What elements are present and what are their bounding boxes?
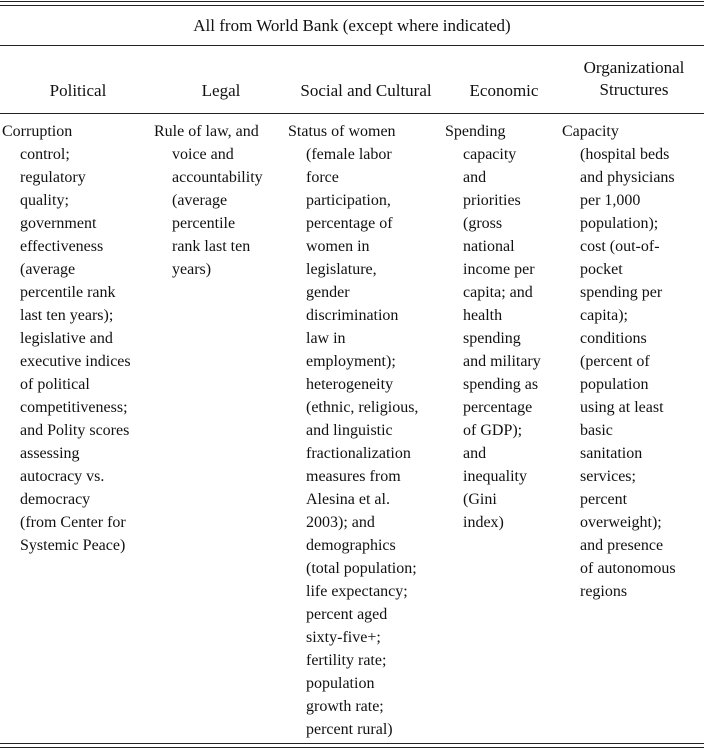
column-header-line: Organizational bbox=[583, 58, 685, 77]
cell-line: percent aged bbox=[306, 606, 388, 623]
cell-line: Status of women bbox=[288, 123, 396, 140]
cell-line: using at least bbox=[580, 399, 664, 416]
cell-line: women in bbox=[306, 238, 370, 255]
top-rule-outer bbox=[0, 1, 704, 2]
cell-line: and bbox=[463, 445, 487, 462]
cell-line: executive indices bbox=[20, 353, 131, 370]
cell-line: national bbox=[463, 238, 515, 255]
cell-line: (gross bbox=[463, 215, 503, 232]
cell-legal bbox=[154, 120, 263, 281]
cell-line: law in bbox=[306, 330, 346, 347]
cell-line: (ethnic, religious, bbox=[306, 399, 419, 416]
column-header-line: Political bbox=[49, 81, 107, 100]
cell-line: spending per bbox=[580, 284, 663, 301]
cell-line: gender bbox=[306, 284, 350, 301]
cell-line: (average bbox=[20, 261, 76, 278]
cell-line: life expectancy; bbox=[306, 583, 408, 600]
cell-line: and Polity scores bbox=[20, 422, 130, 439]
cell-line: health bbox=[463, 307, 503, 324]
cell-line: capacity bbox=[463, 146, 517, 163]
cell-line: and military bbox=[463, 353, 541, 370]
cell-line: quality; bbox=[20, 192, 69, 209]
cell-social-cultural bbox=[288, 120, 418, 741]
column-header-line: Legal bbox=[201, 81, 241, 100]
cell-line: fertility rate; bbox=[306, 652, 387, 669]
cell-line: (hospital beds bbox=[580, 146, 670, 163]
cell-line: regions bbox=[580, 583, 628, 600]
column-header-line: Social and Cultural bbox=[300, 81, 432, 100]
cell-line: legislative and bbox=[20, 330, 113, 347]
cell-line: and linguistic bbox=[306, 422, 393, 439]
cell-line: Spending bbox=[445, 123, 506, 140]
cell-line: spending bbox=[463, 330, 521, 347]
cell-line: control; bbox=[20, 146, 70, 163]
cell-line: Corruption bbox=[2, 123, 73, 140]
cell-line: voice and bbox=[172, 146, 234, 163]
cell-line: demographics bbox=[306, 537, 396, 554]
column-header-political bbox=[0, 80, 156, 102]
cell-line: priorities bbox=[463, 192, 521, 209]
cell-line: Rule of law, and bbox=[154, 123, 259, 140]
cell-line: (average bbox=[172, 192, 228, 209]
cell-line: of political bbox=[20, 376, 90, 393]
cell-line: population bbox=[306, 675, 375, 692]
cell-line: measures from bbox=[306, 468, 401, 485]
column-header-organizational bbox=[562, 57, 706, 101]
cell-line: force bbox=[306, 169, 339, 186]
cell-line: sanitation bbox=[580, 445, 643, 462]
column-header-economic bbox=[446, 80, 562, 102]
cell-line: spending as bbox=[463, 376, 539, 393]
cell-line: percentile rank bbox=[20, 284, 116, 301]
cell-line: inequality bbox=[463, 468, 527, 485]
column-header-line: Structures bbox=[599, 80, 669, 99]
cell-line: basic bbox=[580, 422, 613, 439]
cell-line: and physicians bbox=[580, 169, 675, 186]
cell-line: participation, bbox=[306, 192, 391, 209]
cell-line: percentage bbox=[463, 399, 533, 416]
cell-line: per 1,000 bbox=[580, 192, 641, 209]
cell-line: income per bbox=[463, 261, 535, 278]
cell-line: (percent of bbox=[580, 353, 650, 370]
cell-line: growth rate; bbox=[306, 698, 384, 715]
column-header-rule bbox=[0, 113, 704, 114]
bottom-rule-inner bbox=[0, 743, 704, 744]
cell-line: of autonomous bbox=[580, 560, 676, 577]
cell-line: Alesina et al. bbox=[306, 491, 390, 508]
cell-line: 2003); and bbox=[306, 514, 375, 531]
cell-organizational bbox=[562, 120, 676, 603]
cell-line: effectiveness bbox=[20, 238, 104, 255]
top-rule-inner bbox=[0, 5, 704, 6]
bottom-rule-outer bbox=[0, 747, 704, 748]
cell-line: index) bbox=[463, 514, 504, 531]
column-header-social-cultural bbox=[286, 80, 446, 102]
spanning-header: All from World Bank (except where indicated) bbox=[193, 16, 511, 35]
cell-line: percentile bbox=[172, 215, 236, 232]
cell-line: of GDP); bbox=[463, 422, 523, 439]
cell-line: years) bbox=[172, 261, 212, 278]
cell-political bbox=[2, 120, 131, 557]
cell-line: Capacity bbox=[562, 123, 619, 140]
cell-line: legislature, bbox=[306, 261, 377, 278]
cell-line: rank last ten bbox=[172, 238, 251, 255]
cell-line: fractionalization bbox=[306, 445, 411, 462]
cell-economic bbox=[445, 120, 541, 534]
column-header-line: Economic bbox=[469, 81, 539, 100]
cell-line: percent rural) bbox=[306, 721, 393, 738]
cell-line: competitiveness; bbox=[20, 399, 128, 416]
cell-line: heterogeneity bbox=[306, 376, 394, 393]
cell-line: employment); bbox=[306, 353, 396, 370]
cell-line: percent bbox=[580, 491, 628, 508]
cell-line: accountability bbox=[172, 169, 263, 186]
column-header-legal bbox=[156, 80, 286, 102]
cell-line: pocket bbox=[580, 261, 623, 278]
cell-line: conditions bbox=[580, 330, 647, 347]
cell-line: regulatory bbox=[20, 169, 86, 186]
cell-line: autocracy vs. bbox=[20, 468, 105, 485]
cell-line: services; bbox=[580, 468, 636, 485]
cell-line: capita); bbox=[580, 307, 628, 324]
cell-line: cost (out-of- bbox=[580, 238, 660, 255]
cell-line: sixty-five+; bbox=[306, 629, 381, 646]
cell-line: population bbox=[580, 376, 649, 393]
cell-line: last ten years); bbox=[20, 307, 114, 324]
cell-line: (Gini bbox=[463, 491, 497, 508]
cell-line: discrimination bbox=[306, 307, 399, 324]
cell-line: assessing bbox=[20, 445, 80, 462]
cell-line: overweight); bbox=[580, 514, 662, 531]
cell-line: (total population; bbox=[306, 560, 417, 577]
cell-line: (female labor bbox=[306, 146, 392, 163]
cell-line: (from Center for bbox=[20, 514, 126, 531]
cell-line: capita; and bbox=[463, 284, 533, 301]
cell-line: percentage of bbox=[306, 215, 393, 232]
cell-line: government bbox=[20, 215, 97, 232]
cell-line: population); bbox=[580, 215, 659, 232]
cell-line: democracy bbox=[20, 491, 91, 508]
cell-line: and presence bbox=[580, 537, 664, 554]
cell-line: and bbox=[463, 169, 487, 186]
cell-line: Systemic Peace) bbox=[20, 537, 126, 554]
header-divider-rule bbox=[0, 45, 704, 46]
